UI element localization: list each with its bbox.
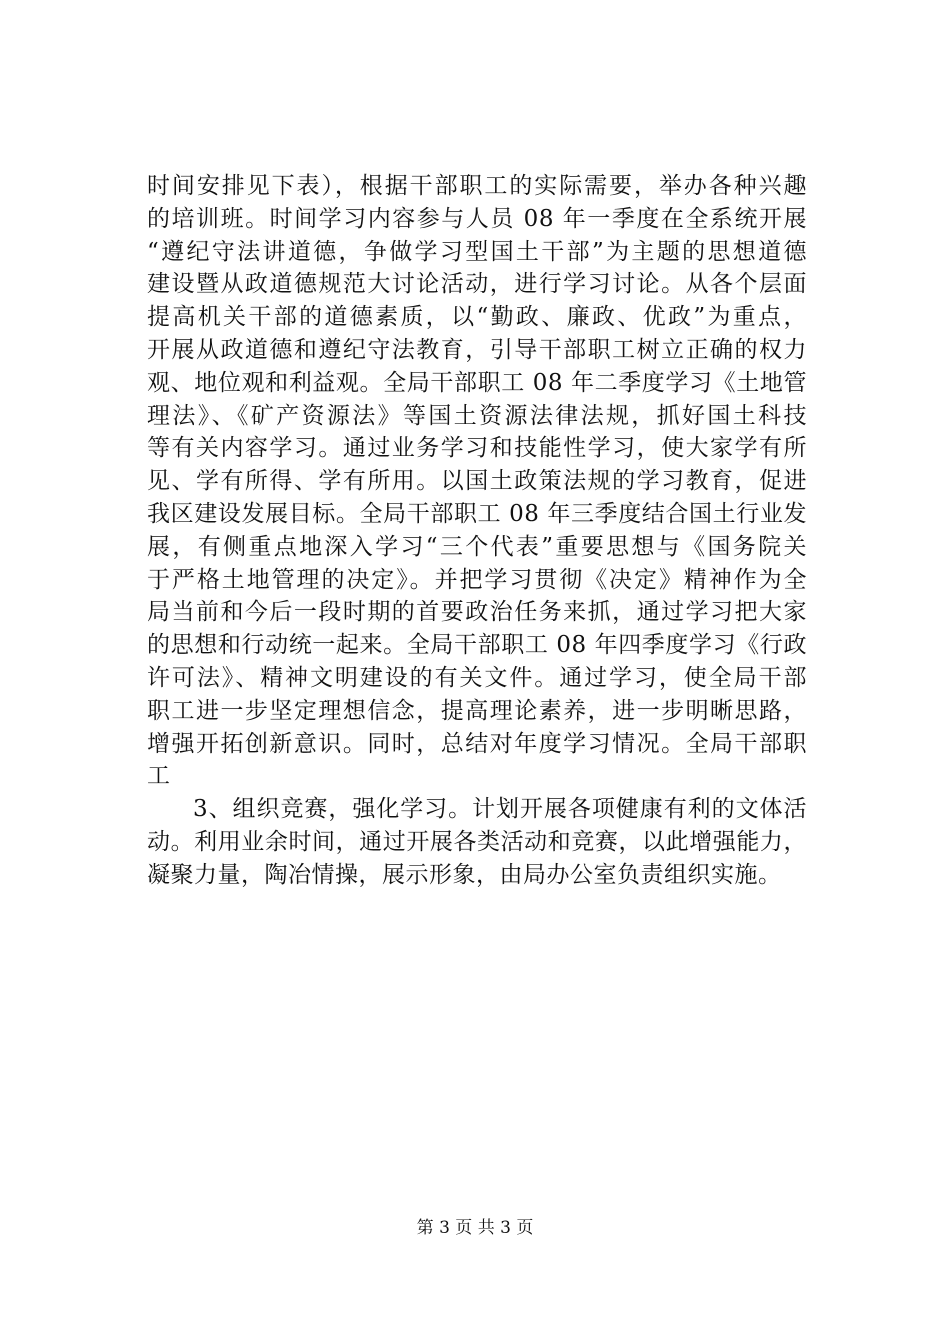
page-footer (0, 1217, 950, 1239)
text-line: 的思想和行动统一起来。全局干部职工 08 年四季度学习《行政 (147, 632, 807, 659)
text-line: 于严格土地管理的决定》。并把学习贯彻《决定》精神作为全 (147, 566, 807, 593)
text-line: 凝聚力量，陶冶情操，展示形象，由局办公室负责组织实施。 (147, 861, 782, 888)
paragraph (147, 170, 807, 793)
text-line: 局当前和今后一段时期的首要政治任务来抓，通过学习把大家 (147, 599, 807, 626)
text-line: 理法》、《矿产资源法》等国土资源法律法规，抓好国土科技 (147, 402, 807, 429)
page-number-label: 第 3 页 共 3 页 (416, 1218, 534, 1238)
document-body (147, 170, 807, 892)
text-line: 建设暨从政道德规范大讨论活动，进行学习讨论。从各个层面 (147, 271, 807, 298)
text-line: 许可法》、精神文明建设的有关文件。通过学习，使全局干部 (147, 664, 807, 691)
text-line: “遵纪守法讲道德，争做学习型国土干部”为主题的思想道德 (147, 238, 807, 265)
text-line: 3、组织竞赛，强化学习。计划开展各项健康有利的文体活 (193, 796, 807, 823)
text-line: 动。利用业余时间，通过开展各类活动和竞赛，以此增强能力， (147, 828, 807, 855)
text-line: 时间安排见下表），根据干部职工的实际需要，举办各种兴趣 (147, 173, 807, 199)
text-line: 展，有侧重点地深入学习“三个代表”重要思想与《国务院关 (147, 533, 807, 560)
text-line: 职工进一步坚定理想信念，提高理论素养，进一步明晰思路， (147, 697, 807, 724)
text-line: 见、学有所得、学有所用。以国土政策法规的学习教育，促进 (147, 468, 807, 495)
paragraph (147, 793, 807, 891)
text-line: 开展从政道德和遵纪守法教育，引导干部职工树立正确的权力 (147, 336, 807, 363)
text-line: 我区建设发展目标。全局干部职工 08 年三季度结合国土行业发 (147, 500, 807, 527)
text-line: 提高机关干部的道德素质，以“勤政、廉政、优政”为重点， (147, 304, 807, 331)
text-line: 的培训班。时间学习内容参与人员 08 年一季度在全系统开展 (147, 205, 807, 232)
text-line: 增强开拓创新意识。同时，总结对年度学习情况。全局干部职 (147, 730, 807, 757)
text-line: 工 (147, 763, 171, 790)
text-line: 观、地位观和利益观。全局干部职工 08 年二季度学习《土地管 (147, 369, 807, 396)
text-line: 等有关内容学习。通过业务学习和技能性学习，使大家学有所 (147, 435, 807, 462)
